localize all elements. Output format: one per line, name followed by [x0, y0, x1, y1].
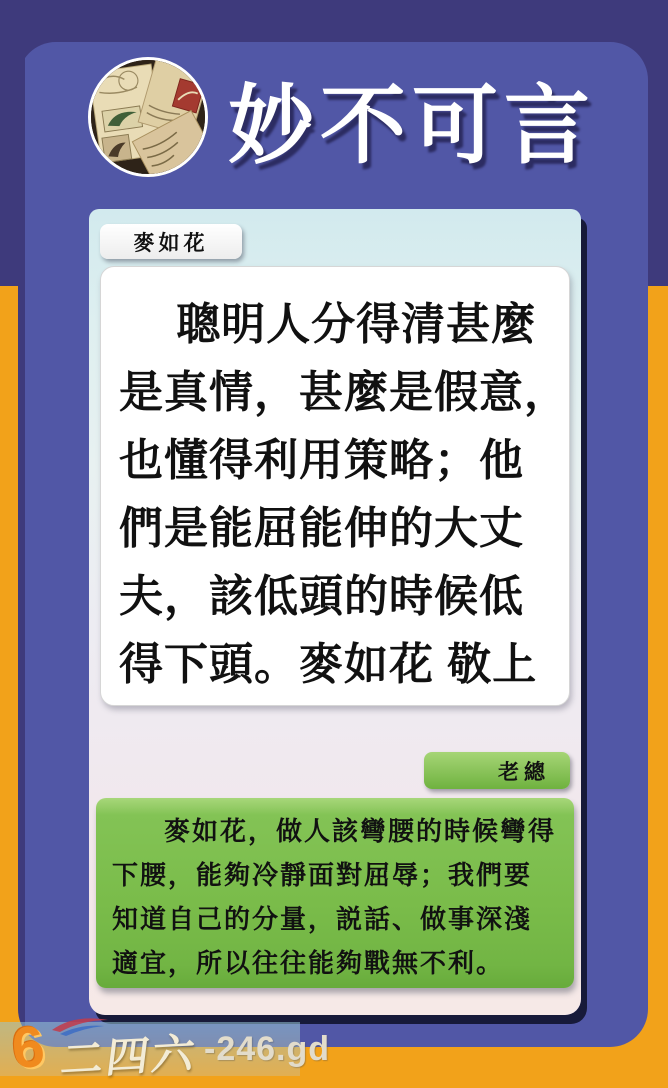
sender-tag-right: [424, 752, 570, 789]
sender-tag-left: [100, 224, 242, 259]
sender1-name: 麥如花: [133, 231, 209, 255]
watermark: [0, 1013, 331, 1084]
text-line: 聰明人分得清甚麼: [176, 300, 537, 349]
watermark-site-name: 二四六: [58, 1029, 201, 1084]
vintage-letters-icon: [91, 60, 205, 174]
text-line: 下腰，能夠冷靜面對屈辱；我們要: [112, 860, 533, 890]
watermark-domain: -246.gd: [204, 1030, 331, 1068]
text-line: 適宜，所以往往能夠戰無不利。: [112, 948, 505, 978]
chat-panel: [89, 209, 581, 1015]
text-line: 們是能屈能伸的大丈: [119, 504, 524, 553]
text-line: 得下頭。麥如花 敬上: [119, 640, 538, 689]
avatar: [88, 57, 208, 177]
sender2-name: 老總: [498, 760, 550, 784]
text-line: 也懂得利用策略；他: [119, 436, 524, 485]
text-line: 麥如花，做人該彎腰的時候彎得: [164, 816, 557, 846]
page-title: 妙不可言: [228, 78, 596, 174]
watermark-logo: 6: [8, 1013, 48, 1082]
message-bubble-left: [100, 266, 570, 706]
message-bubble-right: [96, 798, 574, 988]
text-line: 夫，該低頭的時候低: [119, 572, 524, 621]
text-line: 知道自己的分量，説話、做事深淺: [112, 904, 533, 934]
text-line: 是真情，甚麼是假意，: [119, 368, 569, 417]
